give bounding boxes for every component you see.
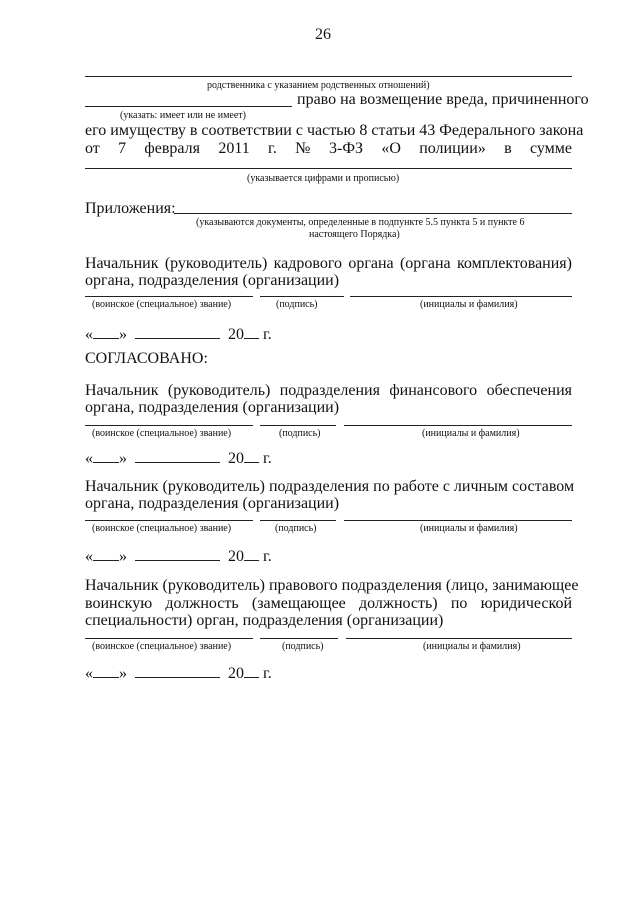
legal-head-line-2: воинскую должность (замещающее должность) по юридической <box>85 595 572 612</box>
pers-name-line <box>344 520 572 521</box>
pers-date-line <box>85 547 272 566</box>
legal-signature-line <box>260 638 338 639</box>
amount-fill-line <box>85 168 572 169</box>
hr-caption-signature: (подпись) <box>276 299 318 310</box>
right-text: право на возмещение вреда, причиненного <box>297 91 589 108</box>
pers-head-line-1: Начальник (руководитель) подразделения по работе с личным составом <box>85 478 575 495</box>
fin-caption-name: (инициалы и фамилия) <box>422 428 520 439</box>
page-number: 26 <box>315 26 331 43</box>
date-year-prefix: 20 <box>228 665 244 682</box>
attachments-fill-line <box>174 213 572 214</box>
hr-caption-rank: (воинское (специальное) звание) <box>92 299 232 310</box>
pers-caption-signature: (подпись) <box>275 523 317 534</box>
date-year-prefix: 20 <box>228 450 244 467</box>
date-suffix: г. <box>263 548 272 565</box>
date-month-blank <box>135 664 220 678</box>
pers-caption-rank: (воинское (специальное) звание) <box>92 523 232 534</box>
date-open-quote: « <box>85 665 93 682</box>
hr-caption-name: (инициалы и фамилия) <box>420 299 518 310</box>
fin-date-line <box>85 449 272 468</box>
date-open-quote: « <box>85 450 93 467</box>
date-day-blank <box>93 664 119 678</box>
hr-signature-line <box>260 296 344 297</box>
legal-rank-line <box>85 638 253 639</box>
date-open-quote: « <box>85 326 93 343</box>
date-year-prefix: 20 <box>228 326 244 343</box>
hr-head-line-2: органа, подразделения (организации) <box>85 272 340 289</box>
pers-caption-name: (инициалы и фамилия) <box>420 523 518 534</box>
caption-attachments-1: (указываются документы, определенные в подпункте 5.5 пункта 5 и пункте 6 <box>196 217 525 228</box>
legal-date-line <box>85 664 272 683</box>
pers-signature-line <box>260 520 336 521</box>
date-suffix: г. <box>263 326 272 343</box>
legal-caption-rank: (воинское (специальное) звание) <box>92 641 232 652</box>
fin-head-line-1: Начальник (руководитель) подразделения финансового обеспечения <box>85 382 572 399</box>
has-fill-line <box>85 106 292 107</box>
date-year-blank <box>244 325 259 339</box>
date-year-blank <box>244 449 259 463</box>
date-close-quote: » <box>119 548 127 565</box>
relative-fill-line <box>85 76 572 77</box>
date-day-blank <box>93 449 119 463</box>
legal-head-line-3: специальности) орган, подразделения (организации) <box>85 612 444 629</box>
hr-head-line-1: Начальник (руководитель) кадрового органа (органа комплектования) <box>85 255 572 272</box>
caption-has: (указать: имеет или не имеет) <box>120 110 246 121</box>
date-year-blank <box>244 664 259 678</box>
date-month-blank <box>135 547 220 561</box>
fin-caption-signature: (подпись) <box>279 428 321 439</box>
pers-head-line-2: органа, подразделения (организации) <box>85 495 340 512</box>
legal-caption-signature: (подпись) <box>282 641 324 652</box>
legal-caption-name: (инициалы и фамилия) <box>423 641 521 652</box>
hr-rank-line <box>85 296 253 297</box>
hr-date-line <box>85 325 272 344</box>
date-close-quote: » <box>119 665 127 682</box>
date-year-prefix: 20 <box>228 548 244 565</box>
date-close-quote: » <box>119 450 127 467</box>
date-month-blank <box>135 449 220 463</box>
fin-caption-rank: (воинское (специальное) звание) <box>92 428 232 439</box>
date-open-quote: « <box>85 548 93 565</box>
law-line-1: его имуществу в соответствии с частью 8 статьи 43 Федерального закона <box>85 122 584 139</box>
fin-name-line <box>344 425 572 426</box>
fin-head-line-2: органа, подразделения (организации) <box>85 399 340 416</box>
caption-attachments-2: настоящего Порядка) <box>309 229 400 240</box>
hr-name-line <box>350 296 572 297</box>
legal-name-line <box>346 638 572 639</box>
attachments-label: Приложения: <box>85 200 176 217</box>
law-line-2: от 7 февраля 2011 г. № 3-ФЗ «О полиции» в сумме <box>85 140 572 157</box>
agreed-heading: СОГЛАСОВАНО: <box>85 350 208 367</box>
date-day-blank <box>93 325 119 339</box>
fin-rank-line <box>85 425 253 426</box>
date-suffix: г. <box>263 665 272 682</box>
legal-head-line-1: Начальник (руководитель) правового подразделения (лицо, занимающее <box>85 577 579 594</box>
fin-signature-line <box>260 425 336 426</box>
caption-relative: родственника с указанием родственных отношений) <box>207 80 430 91</box>
date-year-blank <box>244 547 259 561</box>
date-day-blank <box>93 547 119 561</box>
date-suffix: г. <box>263 450 272 467</box>
caption-amount: (указывается цифрами и прописью) <box>247 173 400 184</box>
pers-rank-line <box>85 520 253 521</box>
date-month-blank <box>135 325 220 339</box>
date-close-quote: » <box>119 326 127 343</box>
